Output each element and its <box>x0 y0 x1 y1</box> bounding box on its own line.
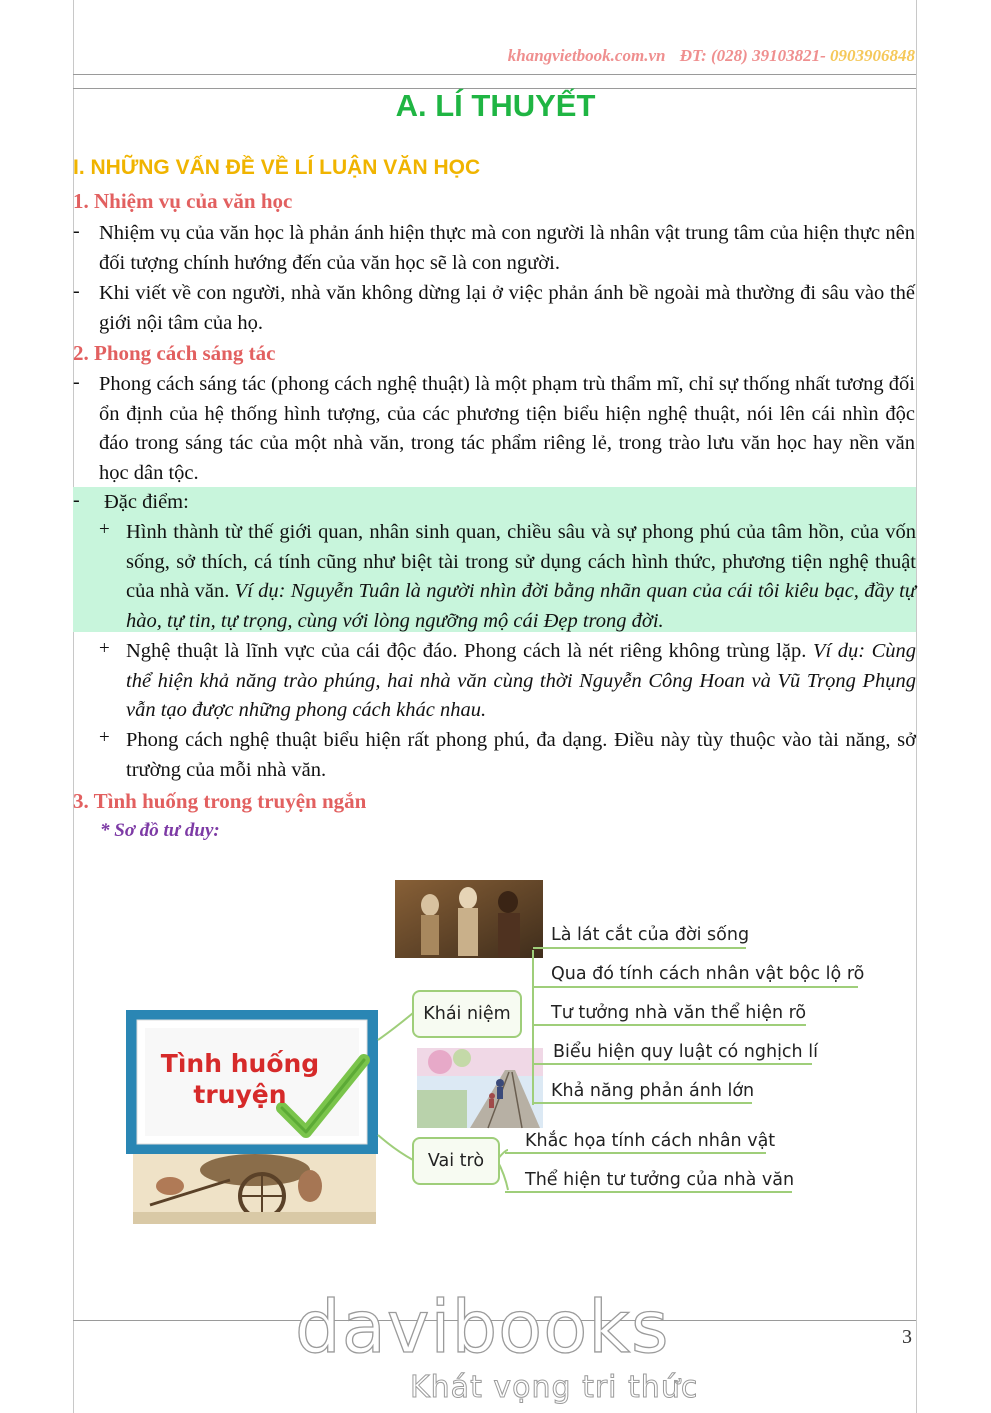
branch-node-vai-tro[interactable]: Vai trò <box>412 1137 500 1185</box>
subsection-2-title: 2. Phong cách sáng tác <box>73 341 276 365</box>
header-site[interactable]: khangvietbook.com.vn <box>507 46 666 65</box>
center-node-label <box>150 1048 330 1110</box>
paragraph: Phong cách sáng tác (phong cách nghệ thuật) là một phạm trù thẩm mĩ, chỉ sự thống nhất tương đối ổn định của hệ thống hình tượng, của các phương tiện biểu hiện nghệ thuật, nói lên cái nhìn độc đáo trong sáng tác của một nhà văn, trong tác phẩm riêng lẻ, trong trào lưu văn học hay nền văn học dân tộc. <box>99 373 915 484</box>
watermark-logo: davibooks <box>295 1285 670 1369</box>
leaf-label: Tư tưởng nhà văn thể hiện rõ <box>551 1003 807 1023</box>
feature-text: Nghệ thuật là lĩnh vực của cái độc đáo. Phong cách là nét riêng không trùng lặp. <box>126 640 813 662</box>
page-title: A. LÍ THUYẾT <box>395 88 596 123</box>
center-label-line1: Tình huống <box>160 1049 320 1078</box>
feature-text: Phong cách nghệ thuật biểu hiện rất phong phú, đa dạng. Điều này tùy thuộc vào tài năng, sở trường của mỗi nhà văn. <box>126 729 916 781</box>
photo-figures-image <box>395 880 543 958</box>
watermark-tagline: Khát vọng tri thức <box>410 1370 699 1405</box>
features-label: Đặc điểm: <box>104 491 189 513</box>
section-heading: I. NHỮNG VẤN ĐỀ VỀ LÍ LUẬN VĂN HỌC <box>73 156 481 179</box>
feature-example: Ví dụ: Cùng thể hiện khả năng trào phúng, hai nhà văn cùng thời Nguyễn Công Hoan và Vũ Trọng Phụng vẫn tạo được những phong cách khác nhau. <box>126 640 916 721</box>
leaf-label: Biểu hiện quy luật có nghịch lí <box>553 1042 818 1062</box>
page-number: 3 <box>902 1326 912 1348</box>
feature-example: Ví dụ: Nguyễn Tuân là người nhìn đời bằng nhãn quan của cái tôi kiêu bạc, đầy tự hào, tự tin, tự trọng, cùng với lòng ngưỡng mộ cái Đẹp trong đời. <box>126 580 916 632</box>
subsection-3-title: 3. Tình huống trong truyện ngắn <box>73 789 367 813</box>
photo-railway-image <box>417 1048 543 1128</box>
bullet-plus: + <box>99 638 110 659</box>
bullet-plus: + <box>99 727 110 748</box>
bullet-dash: - <box>73 489 80 511</box>
mindmap-caption: * Sơ đồ tư duy: <box>100 820 220 841</box>
paragraph: Khi viết về con người, nhà văn không dừng lại ở việc phản ánh bề ngoài mà thường đi sâu vào thế giới nội tâm của họ. <box>99 282 915 334</box>
leaf-label: Là lát cắt của đời sống <box>551 925 750 945</box>
bullet-dash: - <box>73 371 80 393</box>
header-phone-mobile: 0903906848 <box>825 46 915 65</box>
leaf-label: Qua đó tính cách nhân vật bộc lộ rõ <box>551 964 865 984</box>
center-label-line2: truyện <box>193 1080 287 1109</box>
header-phone: ĐT: (028) 39103821- <box>679 46 826 65</box>
bullet-dash: - <box>73 220 80 242</box>
feature-text: Hình thành từ thế giới quan, nhân sinh quan, chiều sâu và sự phong phú của tâm hồn, của vốn sống, sở thích, cá tính cũng như biệt tài trong sử dụng cách hình thức, phương tiện nghệ thuật của nhà văn. <box>126 521 916 602</box>
bullet-dash: - <box>73 280 80 302</box>
branch-node-khai-niem[interactable]: Khái niệm <box>412 990 522 1038</box>
leaf-label: Thể hiện tư tưởng của nhà văn <box>525 1170 795 1190</box>
paragraph: Nhiệm vụ của văn học là phản ánh hiện thực mà con người là nhân vật trung tâm của hiện thực nên đối tượng chính hướng đến của văn học sẽ là con người. <box>99 222 915 274</box>
photo-cart-image <box>133 1152 376 1224</box>
bullet-plus: + <box>99 519 110 540</box>
leaf-label: Khả năng phản ánh lớn <box>551 1081 755 1101</box>
leaf-label: Khắc họa tính cách nhân vật <box>525 1131 776 1151</box>
subsection-1-title: 1. Nhiệm vụ của văn học <box>73 189 293 213</box>
